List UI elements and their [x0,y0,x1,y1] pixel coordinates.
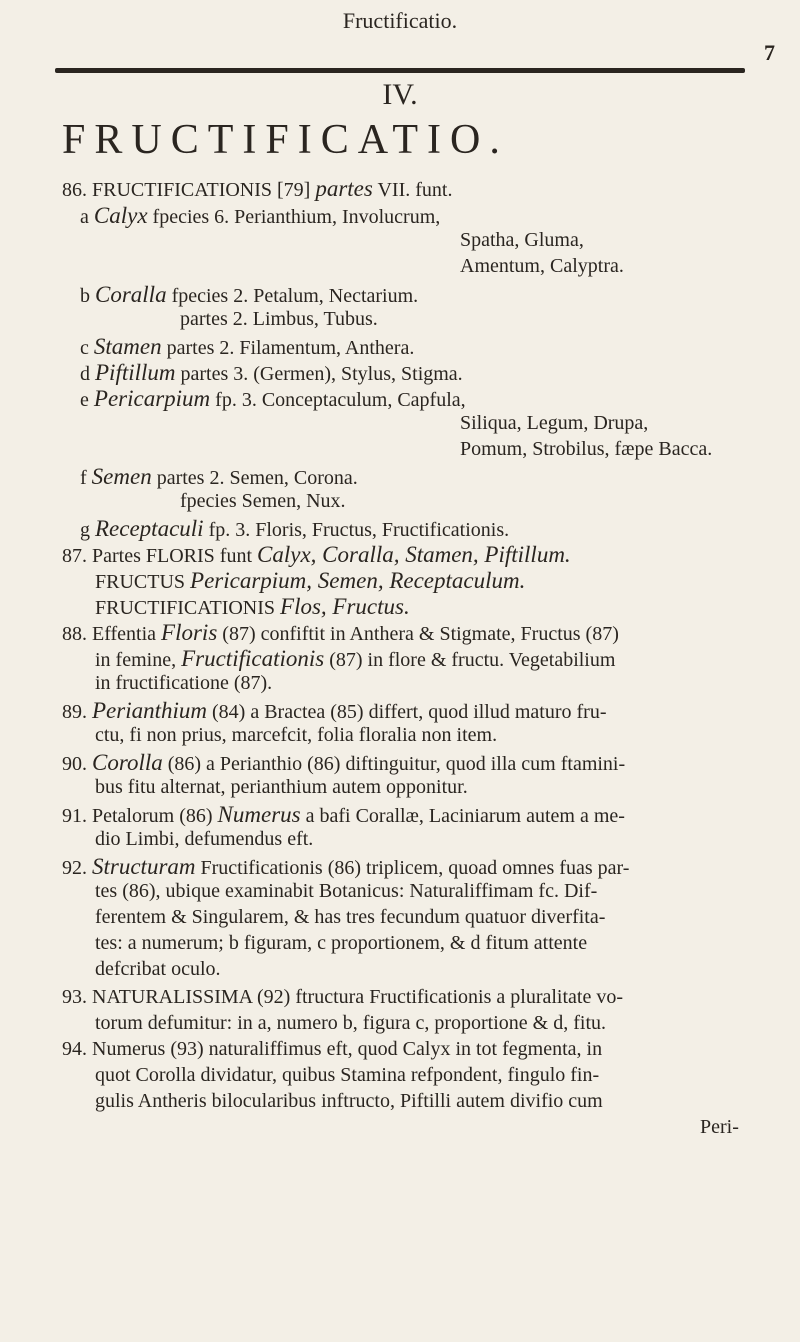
line-italic-term: Perianthium [92,698,207,723]
text-line-ld [80,360,463,386]
text-line-l91 [62,802,625,828]
text-line-l88 [62,620,619,646]
line-italic-term: Stamen [93,334,162,359]
line-italic-term: Fructificationis [181,646,325,671]
text-line-l88b [95,646,615,672]
line-italic-term: Semen [91,464,152,489]
line-text: tes: a numerum; b figuram, c proportionem, & d fitum attente [95,932,588,954]
line-rest: Fructificationis (86) triplicem, quoad omnes fuas par- [195,857,630,879]
line-italic-term: Structuram [92,854,196,879]
line-rest: (87) in flore & fructu. Vegetabilium [324,649,616,671]
line-text: 94. Numerus (93) naturaliffimus eft, quod Calyx in tot fegmenta, in [62,1038,603,1060]
line-text: d [80,363,95,385]
line-text: FRUCTUS [95,571,191,593]
text-line-le [80,386,466,412]
line-text: partes 2. Limbus, Tubus. [180,308,378,330]
line-text: defcribat oculo. [95,958,221,980]
line-text: a [80,206,94,228]
line-italic-term: Corolla [92,750,163,775]
text-line-lg [80,516,509,542]
line-text: tes (86), ubique examinabit Botanicus: Naturaliffimam fc. Dif- [95,880,598,902]
text-line-l92b [95,880,597,903]
line-text: quot Corolla dividatur, quibus Stamina refpondent, fingulo fin- [95,1064,600,1086]
text-line-l92 [62,854,629,880]
line-text: b [80,285,95,307]
text-line-l94d [700,1116,739,1139]
line-italic-term: Floris [161,620,218,645]
text-line-l94c [95,1090,603,1113]
text-line-l87b [95,568,525,594]
line-text: c [80,337,94,359]
section-title: FRUCTIFICATIO. [62,117,509,163]
line-text: 91. Petalorum (86) [62,805,218,827]
line-text: 87. Partes FLORIS funt [62,545,257,567]
text-line-l86 [62,176,452,202]
text-line-l92c [95,906,605,929]
line-rest: fp. 3. Conceptaculum, Capfula, [210,389,466,411]
line-text: in fructificatione (87). [95,672,273,694]
text-line-l92d [95,932,587,955]
line-text: 86. FRUCTIFICATIONIS [79] [62,179,316,201]
text-line-l88c [95,672,272,695]
line-italic-term: Coralla [95,282,167,307]
line-text: Spatha, Gluma, [460,229,584,251]
line-text: in femine, [95,649,182,671]
line-text: 89. [62,701,92,723]
line-italic-term: Piftillum [95,360,176,385]
text-line-le2 [460,412,648,435]
text-line-l94b [95,1064,599,1087]
section-number: IV. [382,78,418,111]
line-text: FRUCTIFICATIONIS [95,597,281,619]
line-rest: partes 2. Filamentum, Anthera. [161,337,415,359]
text-line-l90b [95,776,468,799]
line-text: g [80,519,95,541]
page-number: 7 [764,40,775,65]
text-line-la [80,203,440,229]
line-rest: partes 2. Semen, Corona. [151,467,358,489]
text-line-lc [80,334,414,360]
line-text: bus fitu alternat, perianthium autem opponitur. [95,776,468,798]
line-rest: VII. funt. [372,179,453,201]
line-text: e [80,389,94,411]
text-line-l91b [95,828,313,851]
line-text: gulis Antheris bilocularibus inftructo, Piftilli autem divifio cum [95,1090,603,1112]
line-rest: fpecies 2. Petalum, Nectarium. [166,285,419,307]
text-line-la2 [460,229,584,252]
line-text: Amentum, Calyptra. [460,255,624,277]
line-rest: fpecies 6. Perianthium, Involucrum, [147,206,441,228]
line-rest: partes 3. (Germen), Stylus, Stigma. [175,363,463,385]
text-line-l89b [95,724,497,747]
text-line-lf [80,464,358,490]
running-head: Fructificatio. [342,8,458,33]
line-rest: a bafi Corallæ, Laciniarum autem a me- [300,805,625,827]
line-italic-term: Numerus [217,802,301,827]
text-line-l89 [62,698,607,724]
line-italic-term: Calyx [93,203,148,228]
line-text: Pomum, Strobilus, fæpe Bacca. [460,438,713,460]
line-rest: (86) a Perianthio (86) diftinguitur, quod illa cum ftamini- [162,753,626,775]
text-line-l92e [95,958,221,981]
line-text: 90. [62,753,92,775]
text-line-lb2 [180,308,378,331]
text-line-lf2 [180,490,346,513]
line-text: 93. NATURALISSIMA (92) ftructura Fructificationis a pluralitate vo- [62,986,623,1008]
text-line-l93 [62,986,623,1009]
line-text: Peri- [700,1116,739,1138]
text-line-le3 [460,438,712,461]
line-text: dio Limbi, defumendus eft. [95,828,314,850]
text-line-l93b [95,1012,606,1035]
text-line-la3 [460,255,624,278]
text-line-l87c [95,594,410,620]
line-text: torum defumitur: in a, numero b, figura c, proportione & d, fitu. [95,1012,606,1034]
line-text: Siliqua, Legum, Drupa, [460,412,649,434]
text-line-lb [80,282,418,308]
line-italic-term: Receptaculi [95,516,204,541]
line-text: fpecies Semen, Nux. [180,490,346,512]
line-text: ferentem & Singularem, & has tres fecundum quatuor diverfita- [95,906,606,928]
line-rest: (87) confiftit in Anthera & Stigmate, Fructus (87) [217,623,619,645]
line-text: ctu, fi non prius, marcefcit, folia floralia non item. [95,724,498,746]
text-line-l94 [62,1038,602,1061]
text-line-l90 [62,750,625,776]
line-italic-term: Flos, Fructus. [280,594,410,619]
line-italic-term: partes [315,176,373,201]
line-italic-term: Calyx, Coralla, Stamen, Piftillum. [257,542,571,567]
line-text: 92. [62,857,92,879]
line-text: f [80,467,92,489]
line-italic-term: Pericarpium [93,386,211,411]
line-italic-term: Pericarpium, Semen, Receptaculum. [190,568,526,593]
header-rule [55,68,745,73]
text-line-l87 [62,542,571,568]
line-text: 88. Effentia [62,623,162,645]
line-rest: fp. 3. Floris, Fructus, Fructificationis. [203,519,510,541]
line-rest: (84) a Bractea (85) differt, quod illud maturo fru- [207,701,607,723]
